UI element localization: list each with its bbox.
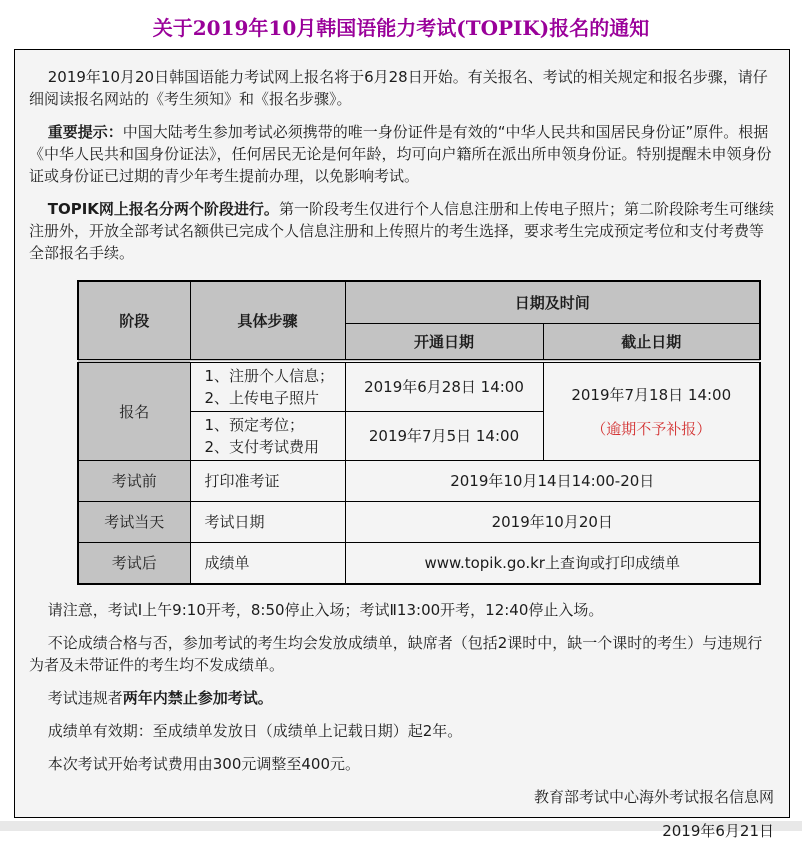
signup-deadline-date: 2019年7月18日 14:00 [571,385,732,404]
signup-phase1-row [78,361,760,412]
after-exam-result-url: www.topik.go.kr上查询或打印成绩单 [345,543,760,585]
signup-phase1-step-1: 1、注册个人信息； [204,367,335,385]
before-exam-date: 2019年10月14日14:00-20日 [345,461,760,502]
header-open-date: 开通日期 [345,324,543,362]
after-exam-steps: 成绩单 [190,543,345,585]
stage-after-exam: 考试后 [78,543,190,585]
stage-before-exam: 考试前 [78,461,190,502]
important-note-label: 重要提示： [47,123,123,141]
intro-text: 2019年10月20日韩国语能力考试网上报名将于6月28日开始。有关报名、考试的相关规定和报名步骤，请仔细阅读报名网站的《考生须知》和《报名步骤》。 [29,68,768,108]
signup-phase2-step-2: 2、支付考试费用 [204,438,320,456]
important-note-text: 中国大陆考生参加考试必须携带的唯一身份证件是有效的“中华人民共和国居民身份证”原件。根据《中华人民共和国身份证法》，任何居民无论是何年龄，均可向户籍所在派出所申领身份证。特别提醒未申领身份证或身份证已过期的青少年考生提前办理，以免影响考试。 [29,123,772,185]
header-deadline: 截止日期 [543,324,760,362]
signup-deadline-note: （逾期不予补报） [591,419,712,438]
two-phase-paragraph [29,198,775,264]
after-exam-row [78,543,760,585]
signup-phase1-open-date: 2019年6月28日 14:00 [345,361,543,412]
header-steps: 具体步骤 [190,281,345,361]
before-exam-row [78,461,760,502]
schedule-table [77,280,761,585]
signup-phase1-steps [190,361,345,412]
signup-deadline-cell [543,361,760,461]
page-title: 关于2019年10月韩国语能力考试(TOPIK)报名的通知 [152,16,650,40]
signup-phase1-step-2: 2、上传电子照片 [204,389,320,407]
exam-day-row [78,502,760,543]
exam-day-steps: 考试日期 [190,502,345,543]
table-header-row-1 [78,281,760,324]
important-note-paragraph [29,121,775,187]
signature-org: 教育部考试中心海外考试报名信息网 [533,788,774,806]
stage-exam-day: 考试当天 [78,502,190,543]
footnote-violation-bold: 两年内禁止参加考试。 [122,689,273,707]
signup-phase2-steps [190,412,345,461]
before-exam-steps: 打印准考证 [190,461,345,502]
notice-box [14,49,790,840]
two-phase-label: TOPIK网上报名分两个阶段进行。 [47,200,279,218]
signature-date: 2019年6月21日 [662,822,774,840]
footnote-score-report: 不论成绩合格与否，参加考试的考生均会发放成绩单，缺席者（包括2课时中，缺一个课时的考生）与违规行为者及未带证件的考生均不发成绩单。 [29,634,763,674]
intro-paragraph [29,66,775,110]
footnote-validity: 成绩单有效期：至成绩单发放日（成绩单上记载日期）起2年。 [47,722,463,740]
signup-phase2-open-date: 2019年7月5日 14:00 [345,412,543,461]
exam-day-date: 2019年10月20日 [345,502,760,543]
footnote-fee: 本次考试开始考试费用由300元调整至400元。 [47,755,361,773]
signup-phase2-step-1: 1、预定考位； [204,416,305,434]
two-phase-text: 第一阶段考生仅进行个人信息注册和上传电子照片；第二阶段除考生可继续注册外，开放全部考试名额供已完成个人信息注册和上传照片的考生选择，要求考生完成预定考位和支付考费等全部报名手续。 [29,200,774,262]
header-stage: 阶段 [78,281,190,361]
header-datetime: 日期及时间 [345,281,760,324]
stage-signup: 报名 [78,361,190,461]
footnote-violation: 考试违规者两年内禁止参加考试。 [47,689,273,707]
footnote-entry-times: 请注意，考试Ⅰ上午9:10开考，8:50停止入场；考试Ⅱ13:00开考，12:40停止入场。 [47,601,604,619]
